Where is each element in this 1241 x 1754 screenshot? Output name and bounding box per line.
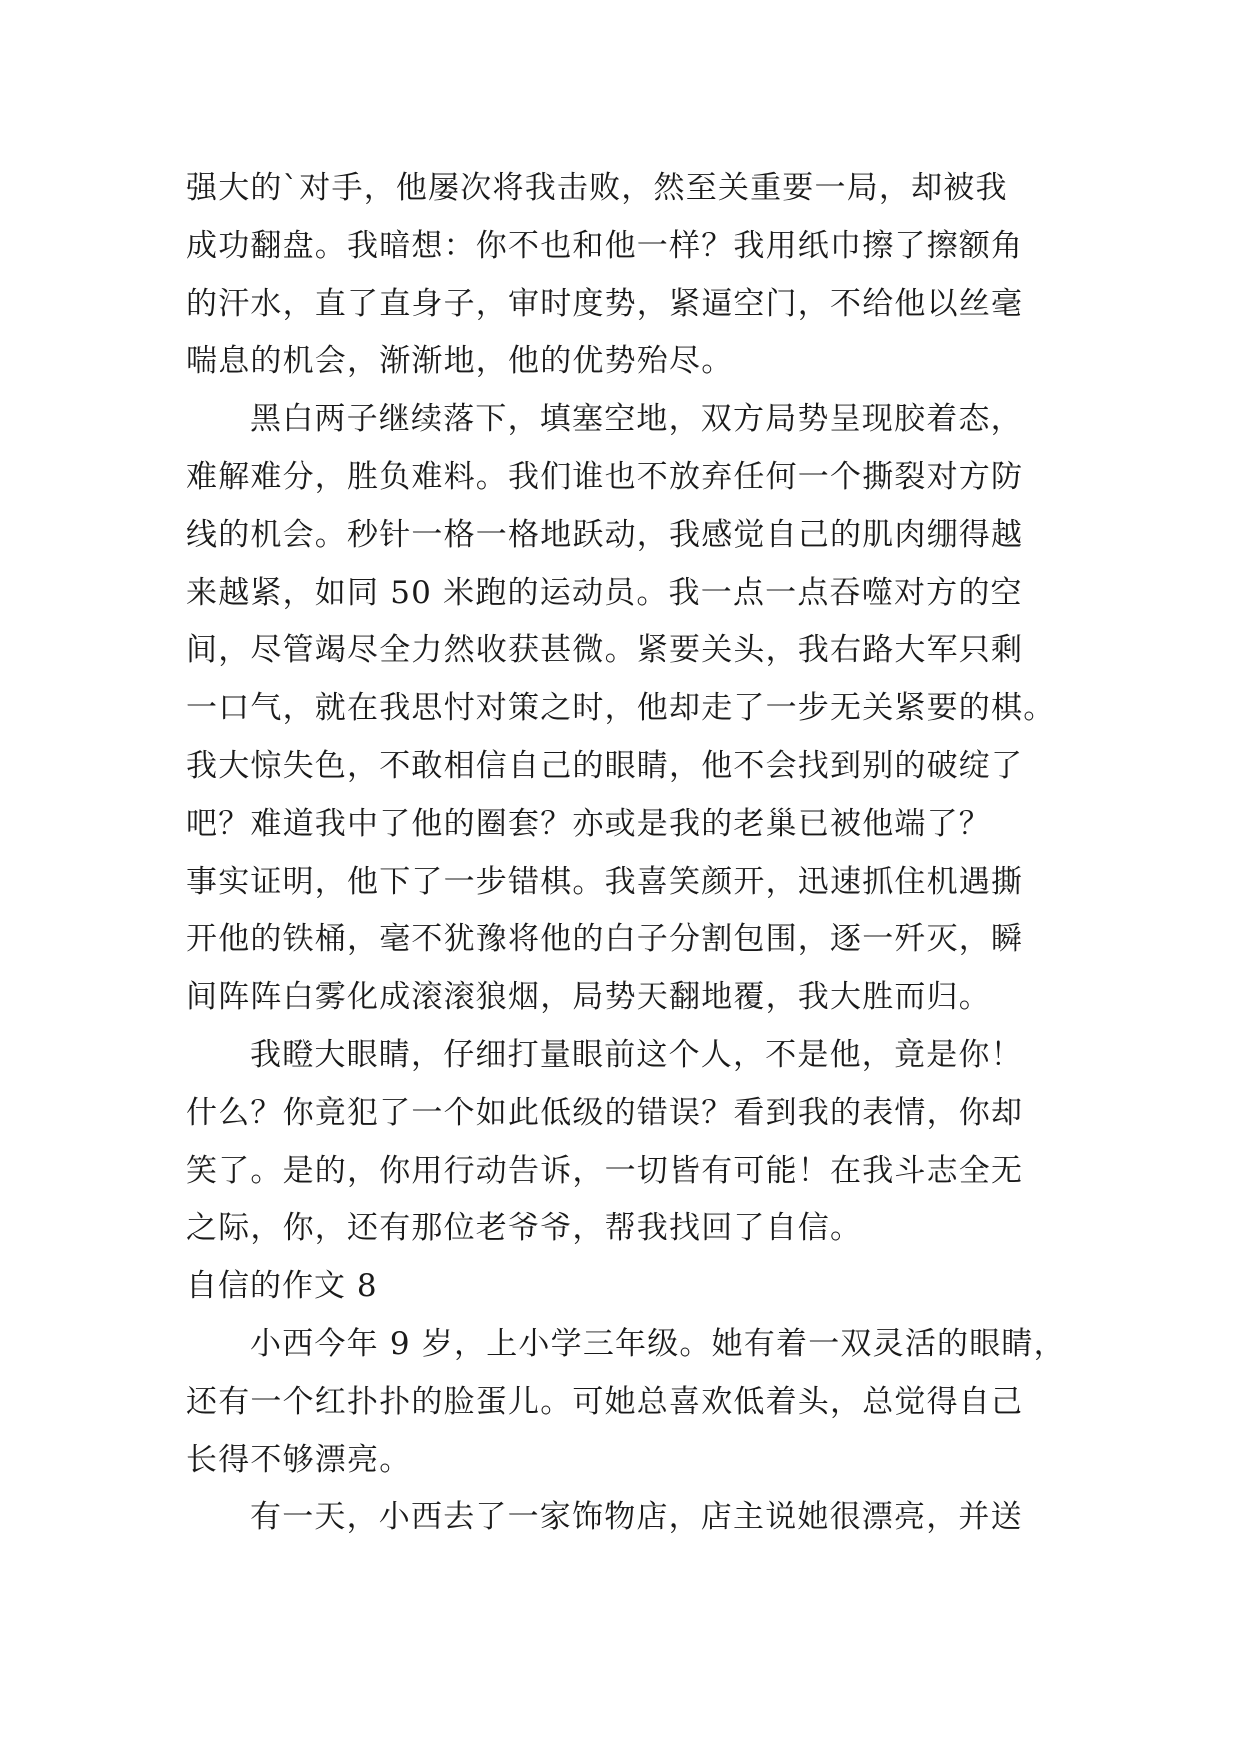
paragraph-start-line: 黑白两子继续落下，填塞空地，双方局势呈现胶着态，: [250, 401, 1023, 438]
text-line: 间，尽管竭尽全力然收获甚微。紧要关头，我右路大军只剩: [186, 632, 1024, 669]
text-line: 我大惊失色，不敢相信自己的眼睛，他不会找到别的破绽了: [186, 747, 1024, 784]
text-line: 喘息的机会，渐渐地，他的优势殆尽。: [186, 343, 734, 380]
text-line: 间阵阵白雾化成滚滚狼烟，局势天翻地覆，我大胜而归。: [186, 979, 991, 1016]
paragraph-start-line: 小西今年 9 岁，上小学三年级。她有着一双灵活的眼睛，: [250, 1325, 1066, 1362]
document-body: [186, 160, 1066, 1547]
text-line: 之际，你，还有那位老爷爷，帮我找回了自信。: [186, 1210, 863, 1247]
text-line: 长得不够漂亮。: [186, 1441, 412, 1478]
text-line: 来越紧，如同 50 米跑的运动员。我一点一点吞噬对方的空: [186, 574, 1023, 611]
paragraph-start-line: 我瞪大眼睛，仔细打量眼前这个人，不是他，竟是你！: [250, 1036, 1023, 1073]
section-heading: 自信的作文 8: [186, 1268, 378, 1305]
text-line: 吧？难道我中了他的圈套？亦或是我的老巢已被他端了？: [186, 805, 991, 842]
text-line: 笑了。是的，你用行动告诉，一切皆有可能！在我斗志全无: [186, 1152, 1024, 1189]
paragraph-start-line: 有一天，小西去了一家饰物店，店主说她很漂亮，并送: [250, 1499, 1023, 1536]
text-line: 强大的`对手，他屡次将我击败，然至关重要一局，却被我: [186, 170, 1008, 206]
text-line: 什么？你竟犯了一个如此低级的错误？看到我的表情，你却: [186, 1094, 1024, 1131]
text-line: 成功翻盘。我暗想：你不也和他一样？我用纸巾擦了擦额角: [186, 227, 1024, 264]
text-line: 线的机会。秒针一格一格地跃动，我感觉自己的肌肉绷得越: [186, 516, 1024, 553]
text-line: 事实证明，他下了一步错棋。我喜笑颜开，迅速抓住机遇撕: [186, 863, 1024, 900]
text-line: 难解难分，胜负难料。我们谁也不放弃任何一个撕裂对方防: [186, 458, 1024, 495]
text-line: 一口气，就在我思忖对策之时，他却走了一步无关紧要的棋。: [186, 690, 1056, 727]
text-line: 还有一个红扑扑的脸蛋儿。可她总喜欢低着头，总觉得自己: [186, 1383, 1024, 1420]
text-line: 开他的铁桶，毫不犹豫将他的白子分割包围，逐一歼灭，瞬: [186, 921, 1024, 958]
text-line: 的汗水，直了直身子，审时度势，紧逼空门，不给他以丝毫: [186, 285, 1024, 322]
